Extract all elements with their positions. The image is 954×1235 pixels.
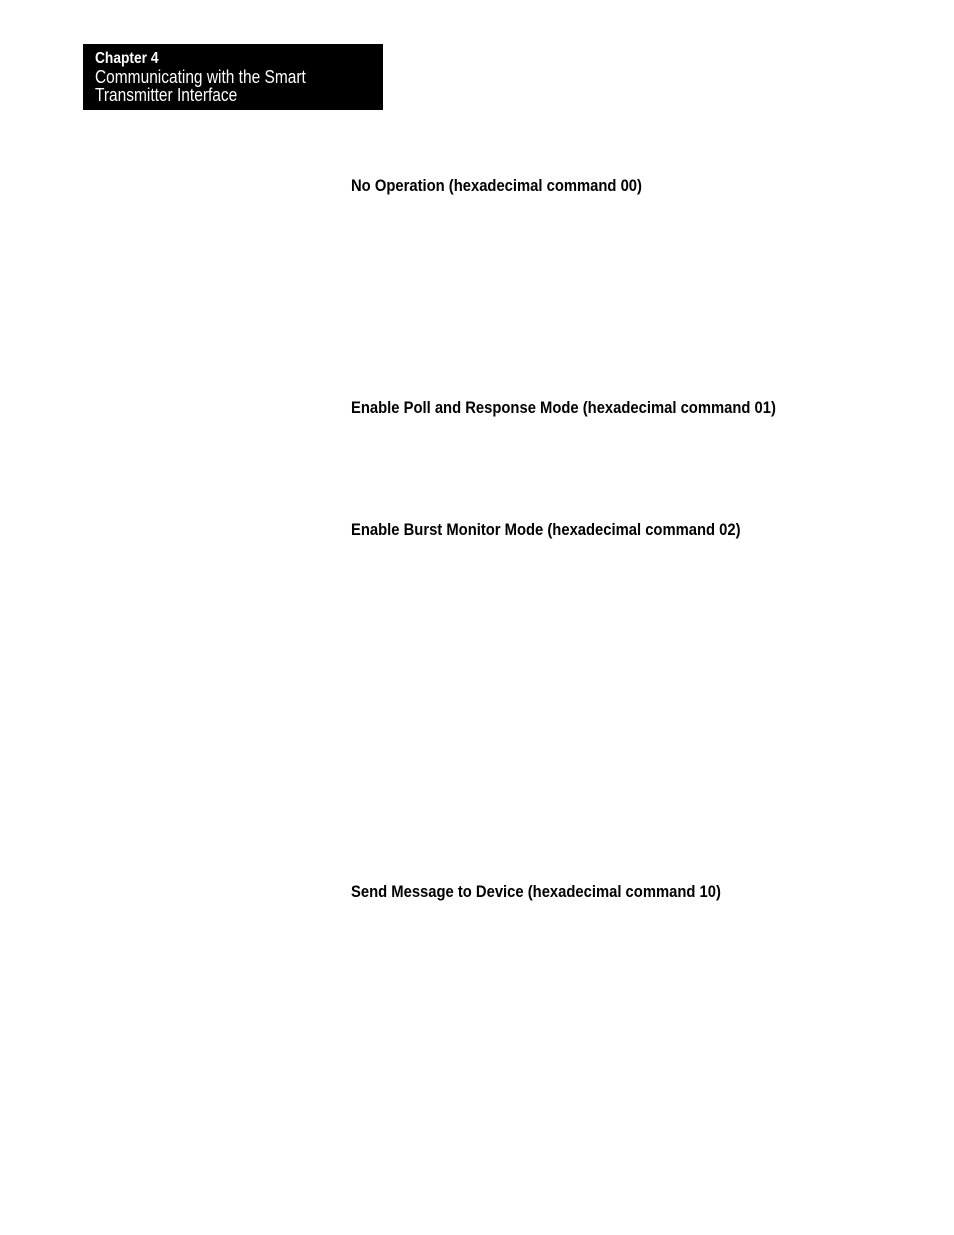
section-heading-enable-poll-response: Enable Poll and Response Mode (hexadecimal command 01) [351,398,776,417]
chapter-title-line-2: Transmitter Interface [95,85,238,105]
chapter-header [83,44,383,110]
chapter-title-line-1: Communicating with the Smart [95,67,306,87]
section-heading-no-operation: No Operation (hexadecimal command 00) [351,176,642,195]
chapter-label: Chapter 4 [95,50,159,67]
section-heading-send-message: Send Message to Device (hexadecimal command 10) [351,882,721,901]
section-heading-enable-burst-monitor: Enable Burst Monitor Mode (hexadecimal command 02) [351,520,741,539]
